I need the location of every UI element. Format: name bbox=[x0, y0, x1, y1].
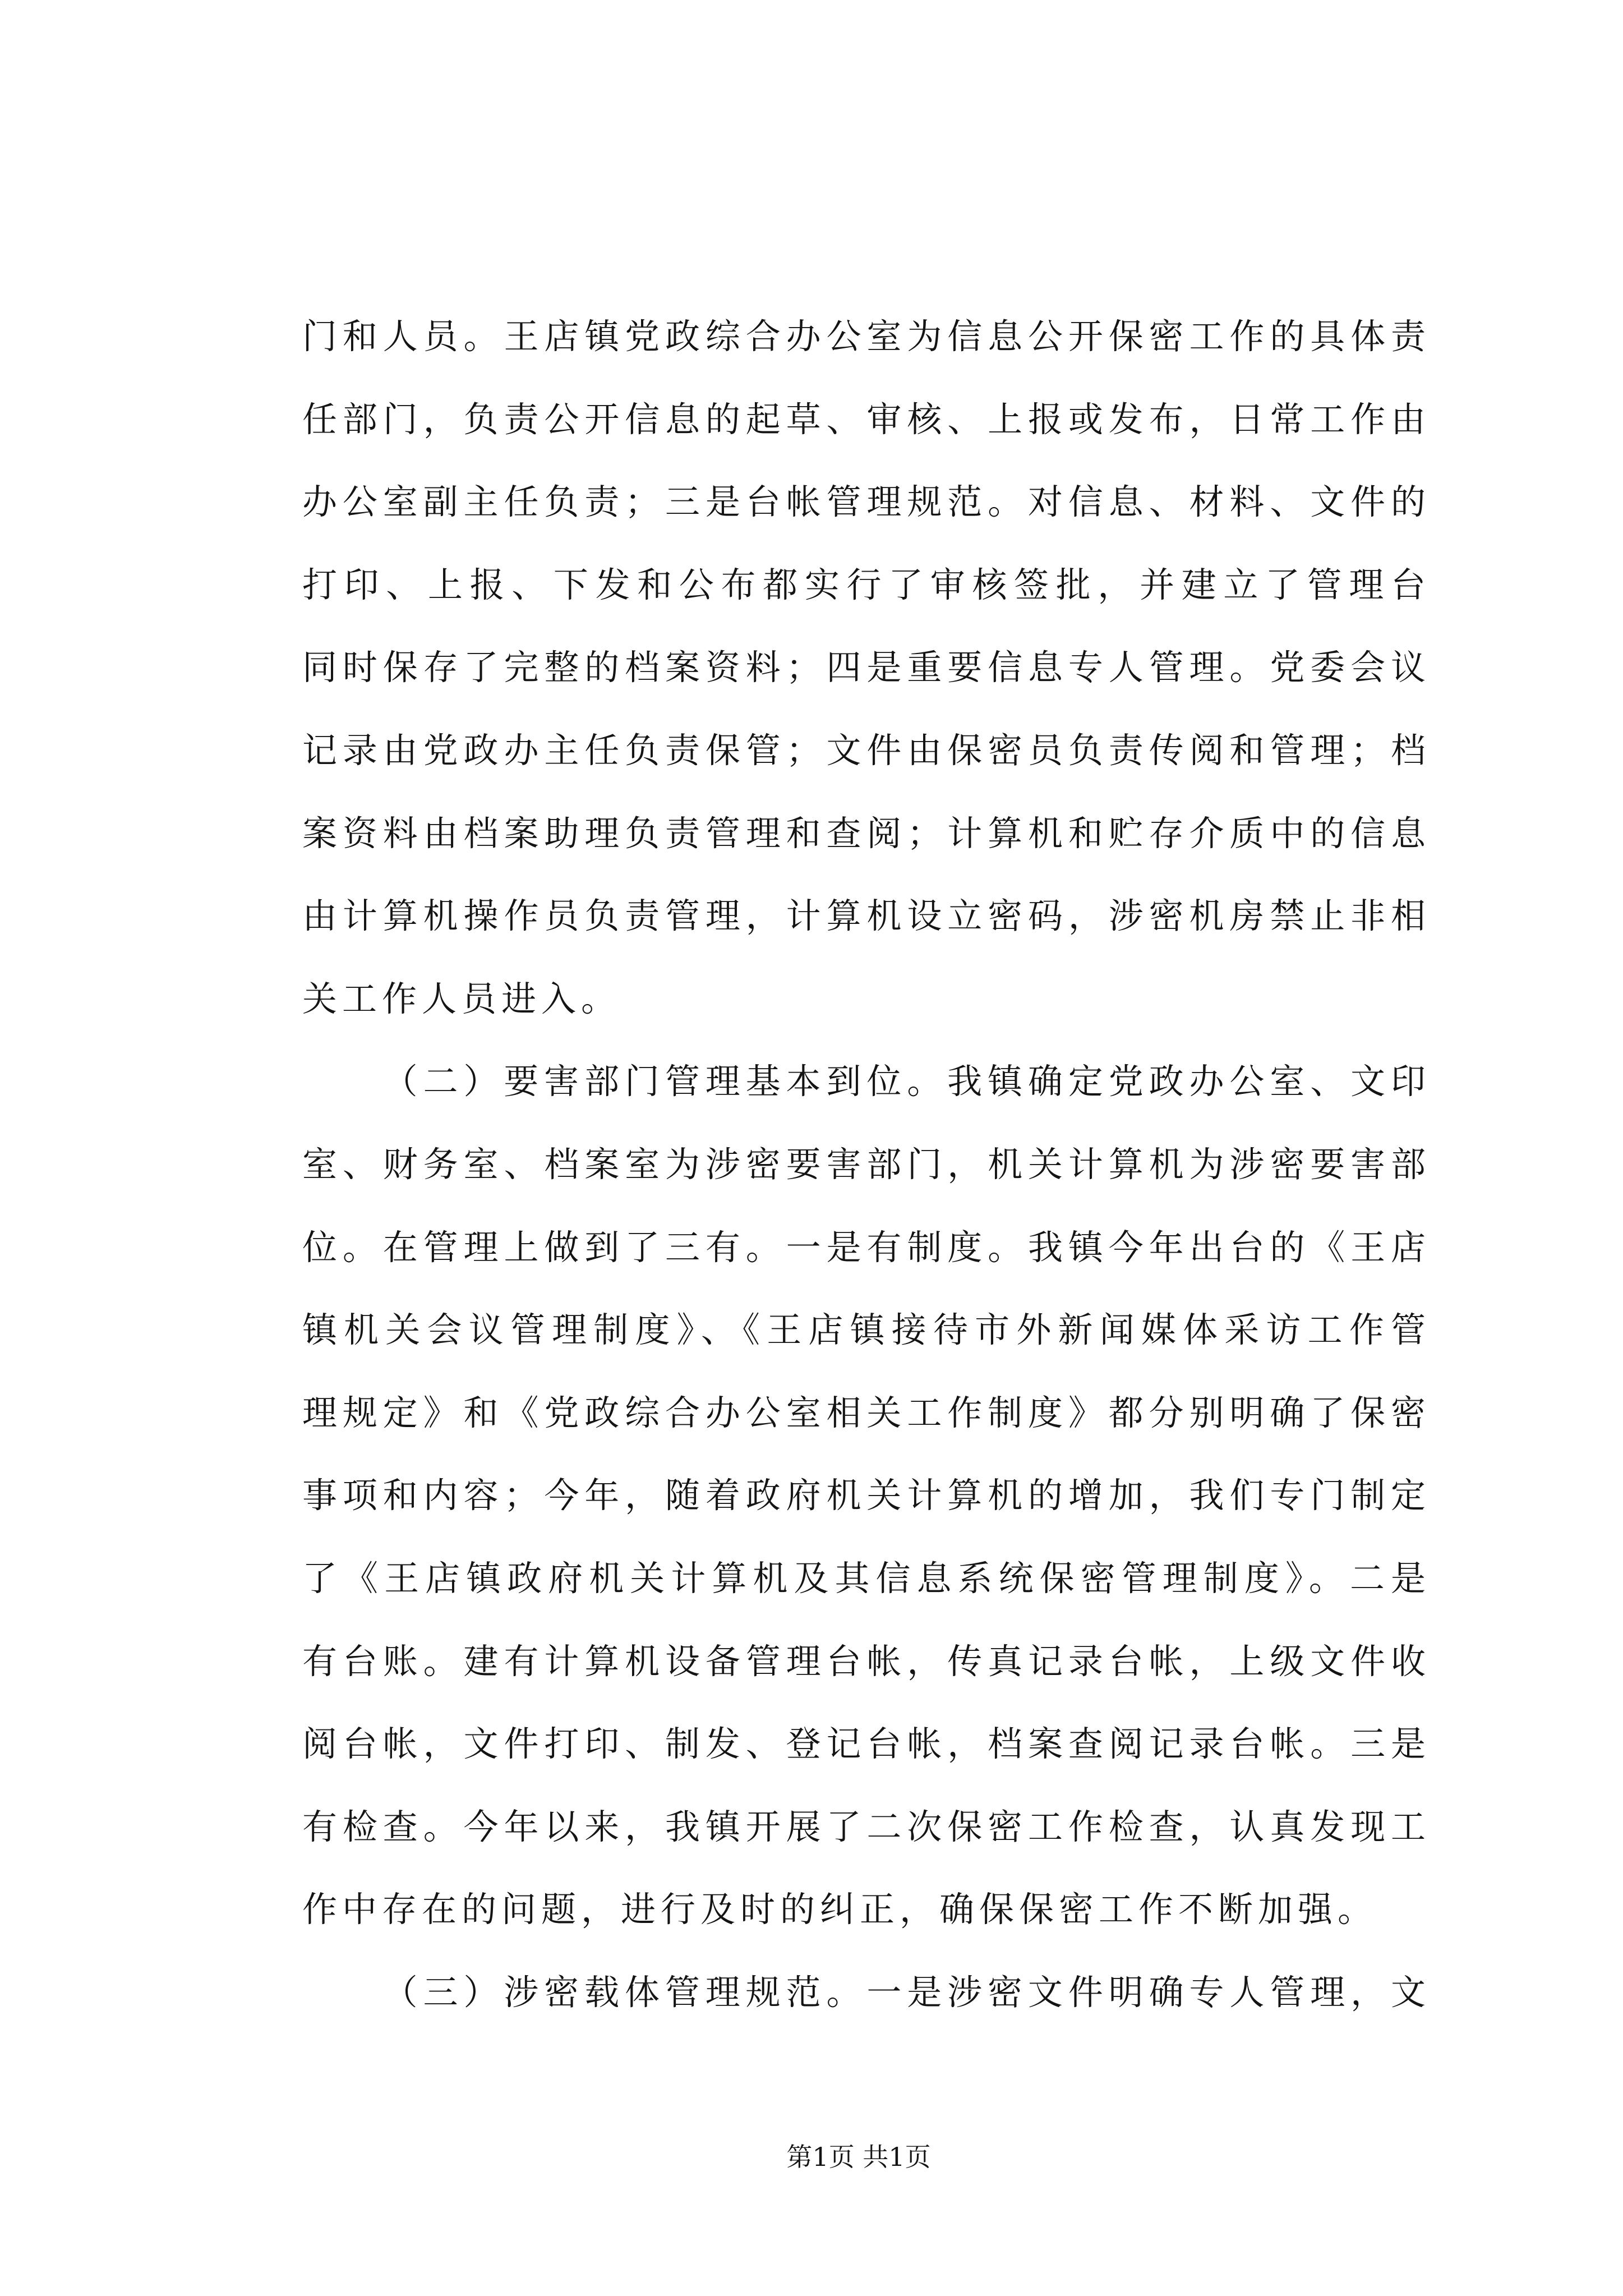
text-line: 记录由党政办主任负责保管；文件由保密员负责传阅和管理；档 bbox=[302, 729, 1431, 771]
text-line: 由计算机操作员负责管理，计算机设立密码，涉密机房禁止非相 bbox=[302, 895, 1431, 937]
text-line: 镇机关会议管理制度》、《王店镇接待市外新闻媒体采访工作管 bbox=[302, 1309, 1431, 1351]
paragraph-section-3 bbox=[302, 1951, 1431, 2034]
text-line: 关工作人员进入。 bbox=[302, 978, 621, 1019]
text-line: 位。在管理上做到了三有。一是有制度。我镇今年出台的《王店 bbox=[302, 1226, 1431, 1268]
text-line: （三）涉密载体管理规范。一是涉密文件明确专人管理，文 bbox=[382, 1971, 1431, 2013]
paragraph-continuation bbox=[302, 295, 1431, 1040]
text-line: 打印、上报、下发和公布都实行了审核签批，并建立了管理台 bbox=[302, 564, 1431, 605]
text-line: 门和人员。王店镇党政综合办公室为信息公开保密工作的具体责 bbox=[302, 316, 1431, 357]
text-line: 有台账。建有计算机设备管理台帐，传真记录台帐，上级文件收 bbox=[302, 1640, 1431, 1682]
text-line: 办公室副主任负责；三是台帐管理规范。对信息、材料、文件的 bbox=[302, 481, 1431, 523]
text-line: 阅台帐，文件打印、制发、登记台帐，档案查阅记录台帐。三是 bbox=[302, 1723, 1431, 1765]
text-line: 案资料由档案助理负责管理和查阅；计算机和贮存介质中的信息 bbox=[302, 812, 1431, 854]
text-line: 了《王店镇政府机关计算机及其信息系统保密管理制度》。二是 bbox=[302, 1557, 1431, 1599]
text-line: （二）要害部门管理基本到位。我镇确定党政办公室、文印 bbox=[382, 1061, 1431, 1102]
text-line: 事项和内容；今年，随着政府机关计算机的增加，我们专门制定 bbox=[302, 1475, 1431, 1516]
paragraph-section-2 bbox=[302, 1040, 1431, 1951]
document-body bbox=[302, 295, 1431, 2033]
text-line: 任部门，负责公开信息的起草、审核、上报或发布，日常工作由 bbox=[302, 398, 1431, 440]
text-line: 同时保存了完整的档案资料；四是重要信息专人管理。党委会议 bbox=[302, 647, 1431, 688]
text-line: 有检查。今年以来，我镇开展了二次保密工作检查，认真发现工 bbox=[302, 1806, 1431, 1847]
text-line: 理规定》和《党政综合办公室相关工作制度》都分别明确了保密 bbox=[302, 1392, 1431, 1433]
page-footer: 第1页 共1页 bbox=[786, 2142, 931, 2172]
text-line: 室、财务室、档案室为涉密要害部门，机关计算机为涉密要害部 bbox=[302, 1143, 1431, 1185]
text-line: 作中存在的问题，进行及时的纠正，确保保密工作不断加强。 bbox=[302, 1889, 1378, 1930]
